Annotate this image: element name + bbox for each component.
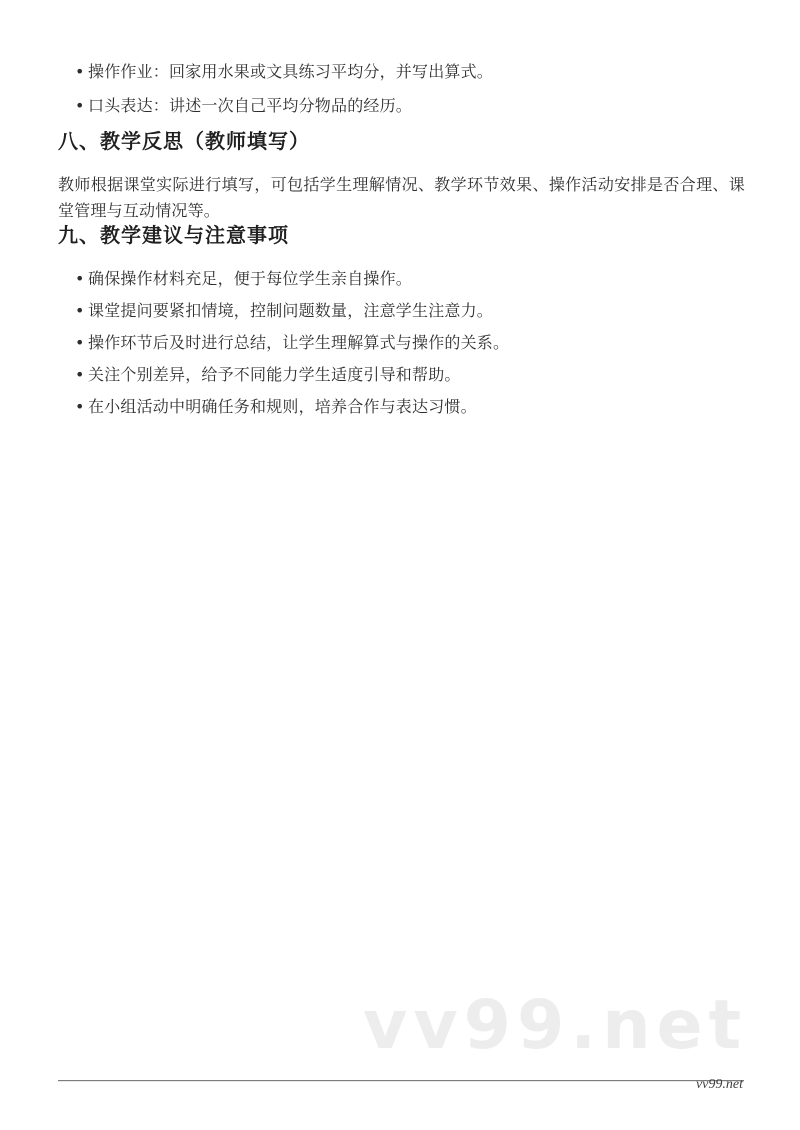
section-8-heading: 八、教学反思（教师填写） xyxy=(58,131,310,153)
section-8-paragraph: 教师根据课堂实际进行填写，可包括学生理解情况、教学环节效果、操作活动安排是否合理、课堂管理与互动情况等。 xyxy=(58,177,745,220)
bullet-icon: • xyxy=(75,333,85,352)
bullet-icon: • xyxy=(75,397,85,416)
footer-site-label: vv99.net xyxy=(695,1077,743,1092)
bullet-text: 关注个别差异，给予不同能力学生适度引导和帮助。 xyxy=(88,367,461,384)
bullet-item xyxy=(58,302,744,321)
bullet-icon: • xyxy=(75,269,85,288)
closing-bullet-list xyxy=(58,63,744,116)
bullet-text: 确保操作材料充足，便于每位学生亲自操作。 xyxy=(88,271,413,288)
bullet-item xyxy=(58,270,744,289)
bullet-item xyxy=(58,334,744,353)
bullet-item xyxy=(58,398,744,417)
bullet-item xyxy=(58,366,744,385)
bullet-icon: • xyxy=(75,301,85,320)
bullet-icon: • xyxy=(75,96,85,115)
bullet-text: 课堂提问要紧扣情境，控制问题数量，注意学生注意力。 xyxy=(88,303,494,320)
section-9-bullet-list xyxy=(58,270,744,417)
section-9-heading: 九、教学建议与注意事项 xyxy=(58,225,289,247)
bullet-text: 操作环节后及时进行总结，让学生理解算式与操作的关系。 xyxy=(88,335,510,352)
footer-divider xyxy=(58,1080,744,1082)
bullet-item xyxy=(58,63,744,82)
bullet-text: 在小组活动中明确任务和规则，培养合作与表达习惯。 xyxy=(88,399,477,416)
bullet-icon: • xyxy=(75,365,85,384)
bullet-text: 操作作业：回家用水果或文具练习平均分，并写出算式。 xyxy=(88,64,494,81)
watermark-text: vv99.net xyxy=(363,986,748,1065)
bullet-item xyxy=(58,97,744,116)
bullet-icon: • xyxy=(75,62,85,81)
bullet-text: 口头表达：讲述一次自己平均分物品的经历。 xyxy=(88,98,413,115)
